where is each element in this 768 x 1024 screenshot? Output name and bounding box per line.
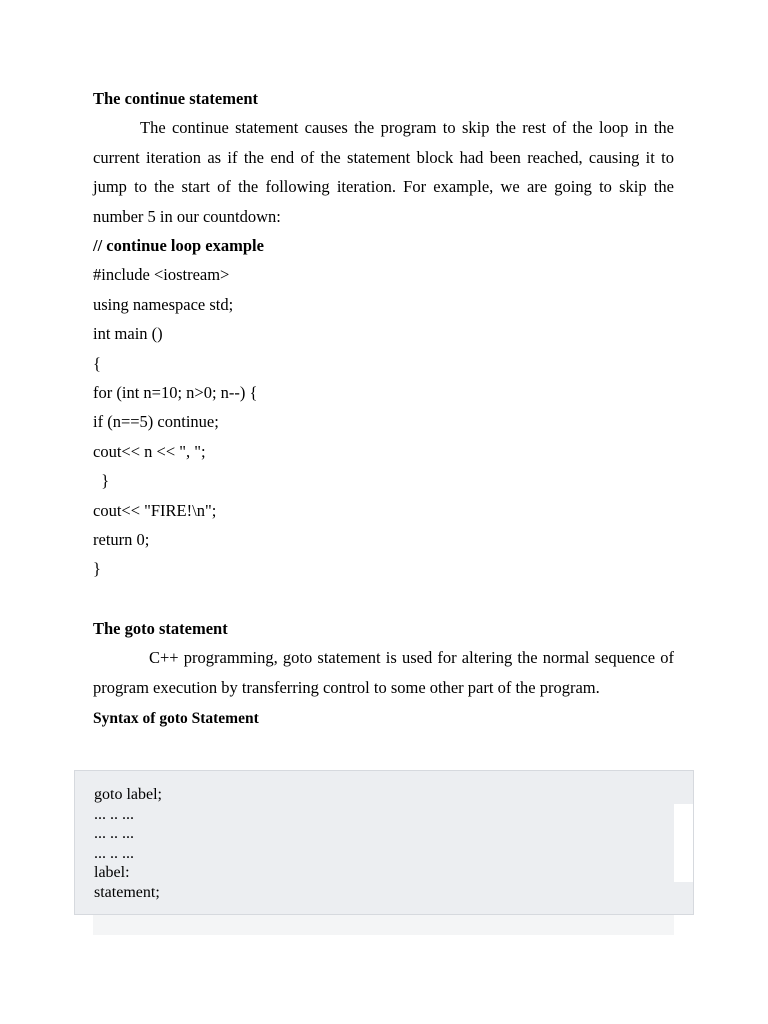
code-line: return 0; bbox=[93, 529, 150, 549]
box-edge-strip bbox=[674, 804, 693, 882]
box-shadow-band bbox=[93, 915, 674, 935]
syntax-line: label: bbox=[94, 864, 130, 881]
code-line: for (int n=10; n>0; n--) { bbox=[93, 382, 258, 402]
syntax-line: goto label; bbox=[94, 786, 162, 803]
goto-description-paragraph: C++ programming, goto statement is used for altering the normal sequence of program execution by transferring control to some other part of the program. bbox=[93, 648, 674, 697]
section-spacer bbox=[93, 584, 674, 614]
code-line: using namespace std; bbox=[93, 294, 234, 314]
code-line: cout<< n << ", "; bbox=[93, 441, 206, 461]
code-line: int main () bbox=[93, 324, 163, 344]
code-line: if (n==5) continue; bbox=[93, 412, 219, 432]
syntax-code-box bbox=[74, 770, 694, 915]
code-line: } bbox=[93, 559, 101, 579]
syntax-line: ... .. ... bbox=[94, 825, 134, 842]
syntax-line: ... .. ... bbox=[94, 844, 134, 862]
document-page bbox=[93, 84, 674, 730]
continue-description-paragraph: The continue statement causes the program to skip the rest of the loop in the current iteration as if the end of the statement block had been reached, causing it to jump to the start of the following iteration. For example, we are going to skip the number 5 in our countdown: bbox=[93, 118, 674, 226]
section-heading-continue: The continue statement bbox=[93, 89, 258, 108]
syntax-heading: Syntax of goto Statement bbox=[93, 709, 259, 727]
syntax-line: statement; bbox=[94, 883, 160, 901]
code-line: cout<< "FIRE!\n"; bbox=[93, 500, 217, 520]
syntax-line: ... .. ... bbox=[94, 805, 134, 823]
code-comment: // continue loop example bbox=[93, 236, 264, 256]
section-heading-goto: The goto statement bbox=[93, 618, 228, 638]
syntax-code-listing bbox=[94, 785, 162, 902]
code-line: { bbox=[93, 353, 101, 373]
code-line: } bbox=[93, 471, 110, 491]
code-line: #include <iostream> bbox=[93, 265, 230, 285]
continue-code-listing bbox=[93, 260, 674, 583]
